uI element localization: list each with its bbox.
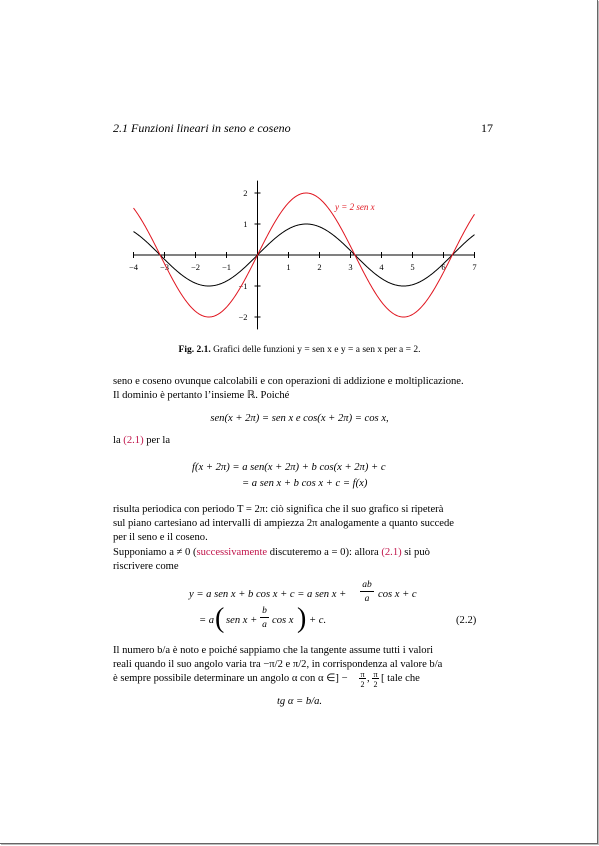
- x-tick-label: −2: [190, 262, 201, 272]
- link-successivamente[interactable]: successivamente: [196, 547, 268, 558]
- paragraph-4-line-1: [113, 546, 430, 560]
- y-tick-label: 2: [243, 188, 248, 198]
- eq3-l2-d: + c.: [309, 615, 327, 626]
- x-tick-label: 5: [410, 262, 415, 272]
- equation-3-line-2: [199, 604, 359, 638]
- y-tick-label: −2: [238, 312, 248, 322]
- p4-text-c: si può: [401, 547, 430, 558]
- p5-l3-b: [ tale che: [381, 673, 420, 684]
- paragraph-1-line-1: seno e coseno ovunque calcolabili e con operazioni di addizione e moltiplicazione.: [113, 376, 464, 387]
- caption-text: Grafici delle funzioni y = sen x e y = a sen x per a = 2.: [213, 345, 421, 355]
- x-tick-label: 6: [441, 262, 446, 272]
- eq3-l1-b: cos x + c: [378, 589, 417, 600]
- paragraph-3-line-1: risulta periodica con periodo T = 2π: ciò significa che il suo grafico si ripeterà: [113, 504, 444, 515]
- eq3-l2-den: a: [262, 620, 267, 630]
- p5-frac1-num: π: [360, 670, 365, 679]
- eq3-l1-a: y = a sen x + b cos x + c = a sen x +: [189, 589, 347, 600]
- x-tick-label: 3: [348, 262, 353, 272]
- figure-plot: [120, 180, 490, 340]
- page-number: 17: [481, 121, 493, 135]
- eq-ref-2-1[interactable]: (2.1): [123, 435, 144, 446]
- eq3-left-paren: (: [215, 603, 225, 634]
- x-tick-label: 4: [379, 262, 384, 272]
- p4-text-b: discuteremo a = 0): allora: [267, 547, 382, 558]
- paragraph-3-line-2: sul piano cartesiano ad intervalli di ampiezza 2π analogamente a quanto succede: [113, 518, 454, 529]
- caption-label: Fig. 2.1.: [178, 345, 211, 355]
- paragraph-4-line-2: riscrivere come: [113, 561, 179, 572]
- x-tick-label: 2: [317, 262, 322, 272]
- p5-frac1-den: 2: [360, 680, 365, 689]
- x-tick-label: 1: [286, 262, 291, 272]
- x-tick-label: −4: [128, 262, 139, 272]
- figure-caption: [0, 343, 599, 357]
- paragraph-1-line-2: Il dominio è pertanto l’insieme ℝ. Poiché: [113, 390, 290, 401]
- paragraph-5-line-2: reali quando il suo angolo varia tra −π/2 e π/2, in corrispondenza al valore b/a: [113, 659, 443, 670]
- eq3-l2-b: sen x +: [226, 615, 258, 626]
- p2-text-b: per la: [143, 435, 171, 446]
- paragraph-5-line-3: [113, 670, 473, 692]
- equation-4: tg α = b/a.: [276, 696, 323, 707]
- eq3-l2-c: cos x: [272, 615, 294, 626]
- equation-number: (2.2): [456, 615, 477, 626]
- eq3-l2-a: = a: [199, 615, 215, 626]
- eq3-l2-num: b: [262, 606, 267, 616]
- p4-text-a: Supponiamo a ≠ 0 (: [113, 547, 197, 558]
- running-header: 2.1 Funzioni lineari in seno e coseno: [113, 121, 291, 135]
- y-tick-label: 1: [243, 219, 248, 229]
- paragraph-1: [113, 375, 464, 403]
- eq3-frac-num: ab: [362, 580, 372, 590]
- p5-sep: ,: [367, 673, 370, 684]
- paragraph-5: [113, 644, 442, 672]
- equation-1: sen(x + 2π) = sen x e cos(x + 2π) = cos x,: [210, 413, 389, 424]
- p5-l3-a: è sempre possibile determinare un angolo α con α ∈] −: [113, 673, 348, 684]
- paragraph-4: [113, 546, 430, 574]
- equation-2-line-2: = a sen x + b cos x + c = f(x): [242, 478, 368, 489]
- paragraph-5-line-1: Il numero b/a è noto e poiché sappiamo che la tangente assume tutti i valori: [113, 645, 434, 656]
- paragraph-3-line-3: per il seno e il coseno.: [113, 532, 208, 543]
- x-tick-label: −3: [159, 262, 170, 272]
- equation-2-line-1: f(x + 2π) = a sen(x + 2π) + b cos(x + 2π) + c: [192, 462, 386, 473]
- p2-text-a: la: [113, 435, 124, 446]
- eq-ref-2-1-b[interactable]: (2.1): [381, 547, 402, 558]
- p5-frac2-den: 2: [373, 680, 378, 689]
- curve-label: y = 2 sen x: [335, 202, 375, 213]
- x-tick-label: 7: [472, 262, 477, 272]
- paragraph-2: [113, 434, 170, 448]
- paragraph-3: [113, 503, 454, 545]
- y-tick-label: −1: [238, 281, 248, 291]
- p5-frac2-num: π: [373, 670, 378, 679]
- eq3-right-paren: ): [297, 603, 307, 634]
- x-tick-label: −1: [221, 262, 232, 272]
- eq3-frac-den: a: [364, 594, 370, 604]
